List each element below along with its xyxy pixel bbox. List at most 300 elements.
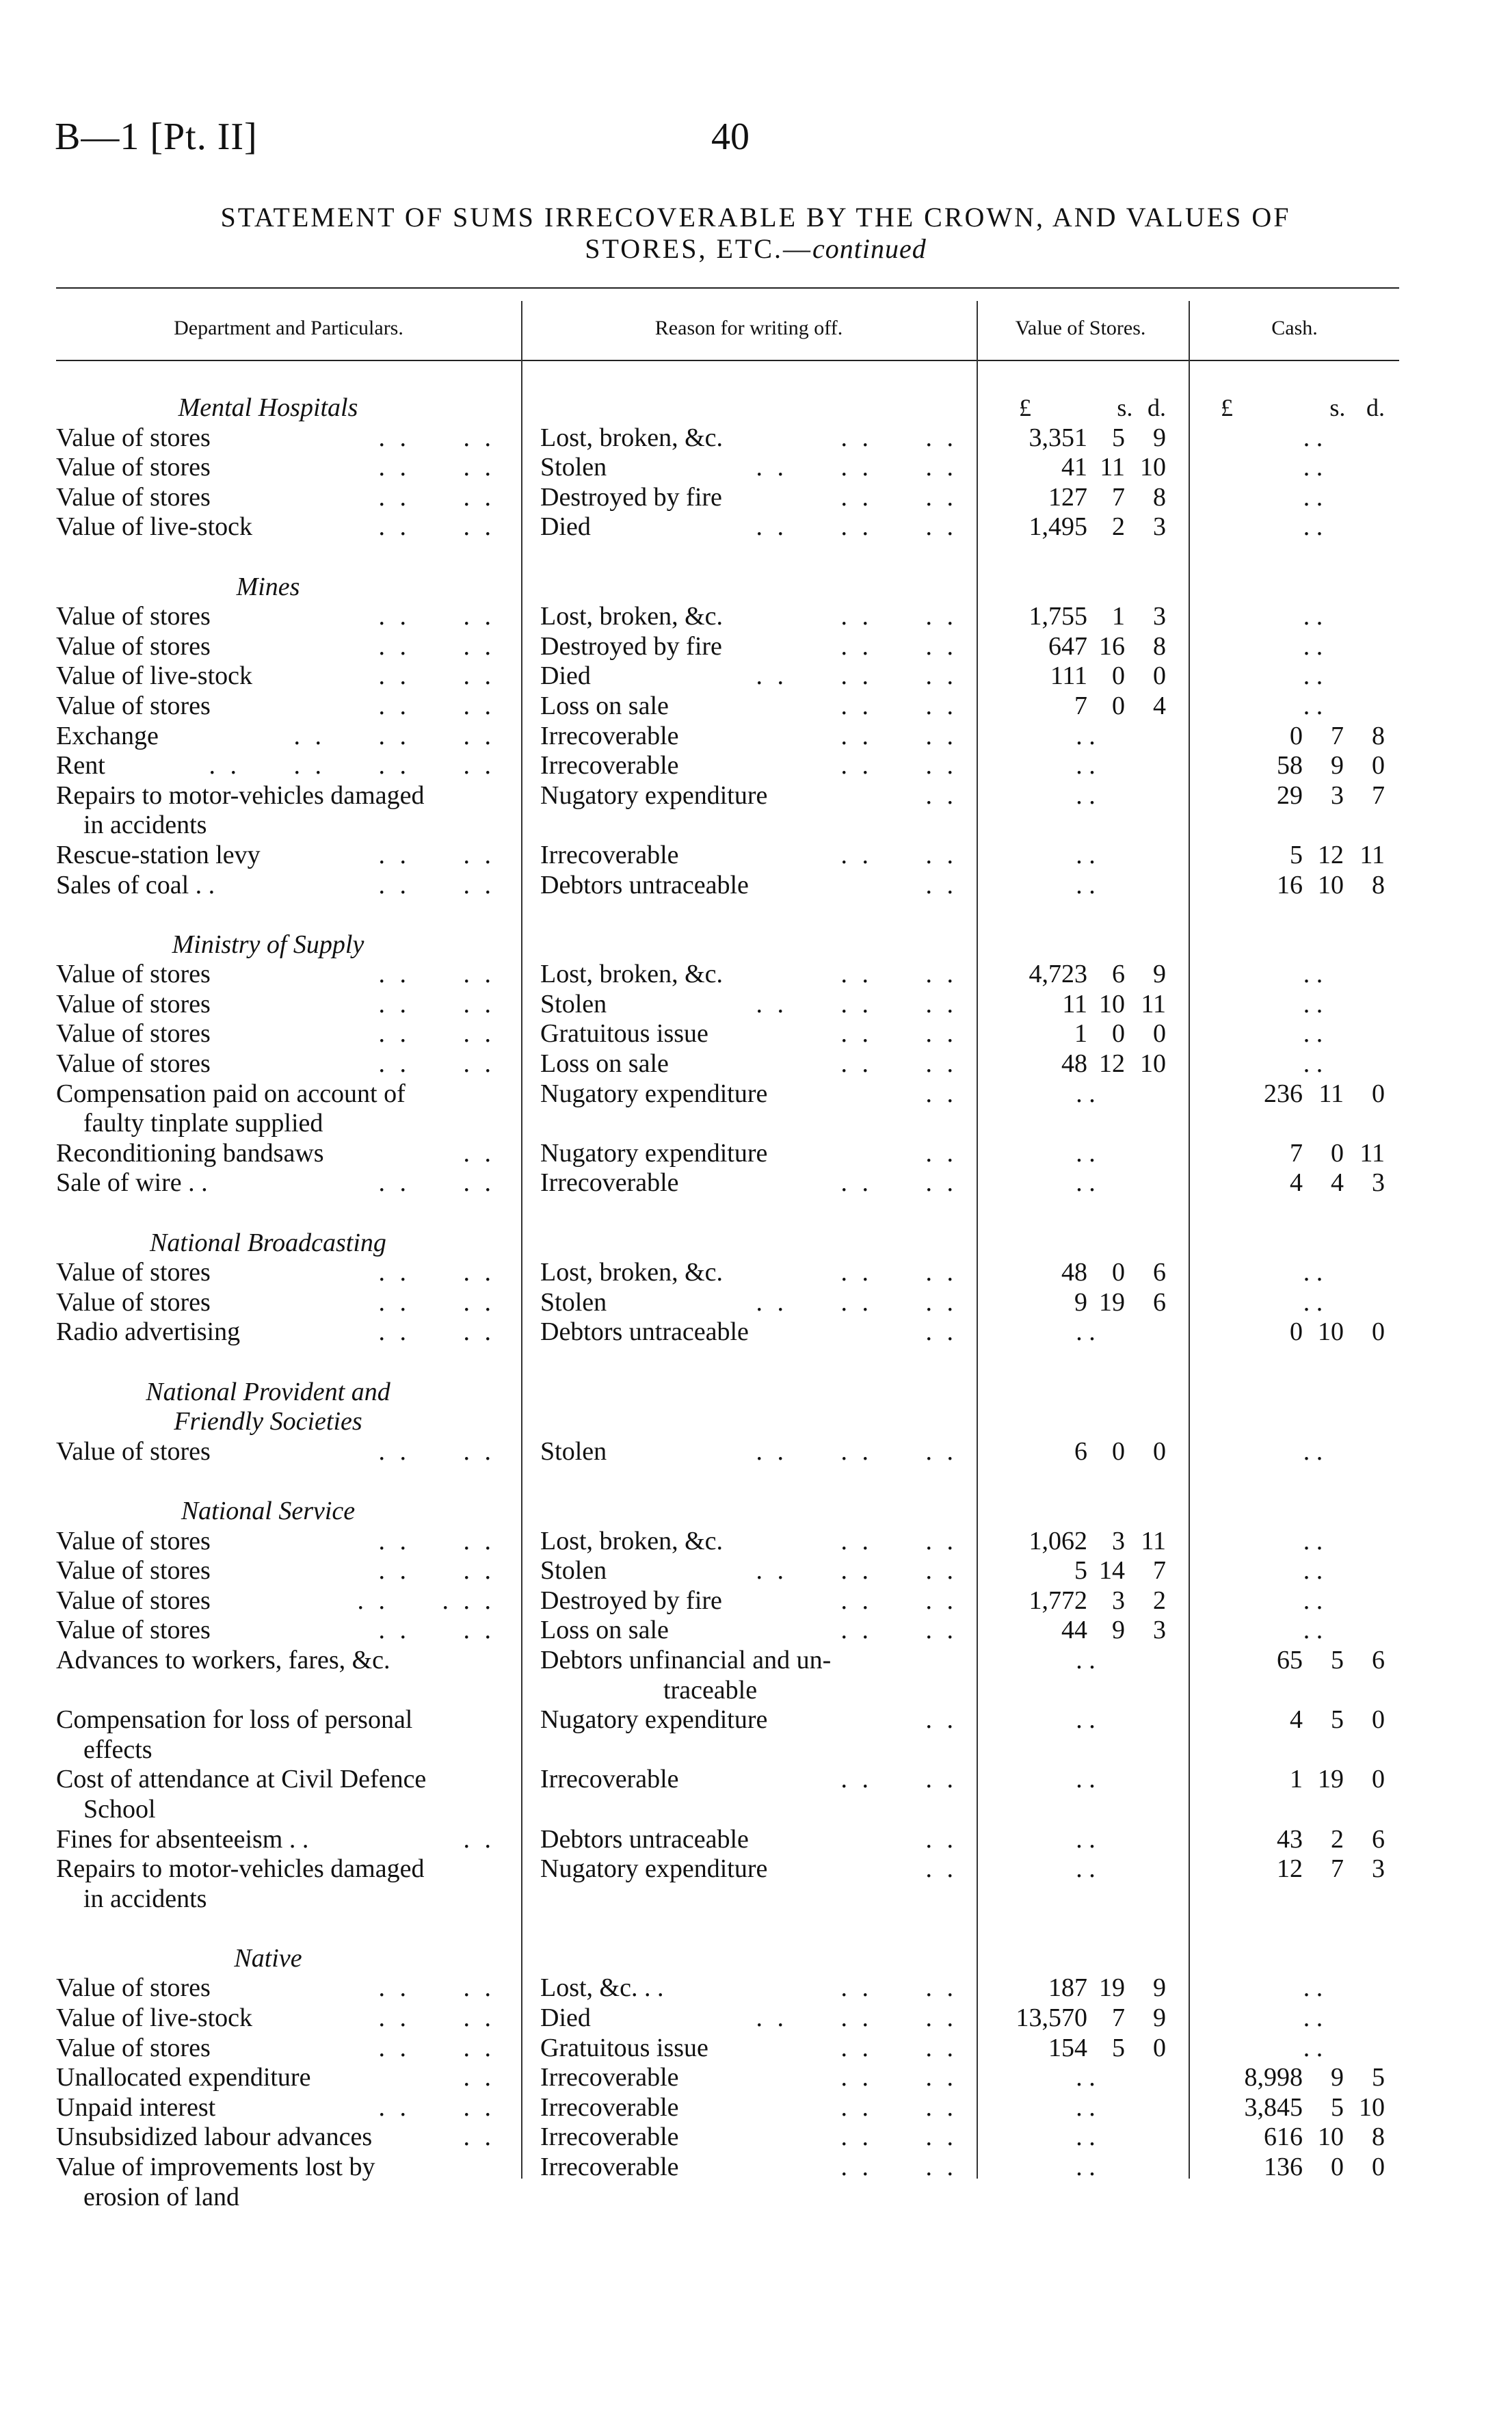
reason-cell [540, 1079, 971, 1109]
cash-cell [1200, 1258, 1398, 1288]
table-row [0, 990, 1512, 1020]
cash-cell [1200, 990, 1398, 1020]
section-row [0, 930, 1512, 960]
leader-dots: . . . . [840, 631, 957, 661]
particulars-text: Value of stores [56, 1556, 211, 1586]
particulars-text: Compensation paid on account of [56, 1079, 406, 1108]
particulars-cell [56, 2123, 507, 2153]
value-pence: 10 [1140, 453, 1166, 482]
cash-pounds: 5 [1290, 840, 1303, 869]
particulars-continued: faulty tinplate supplied [83, 1109, 323, 1138]
particulars-text: Value of stores [56, 602, 211, 631]
particulars-cell [56, 1556, 507, 1586]
table-row [0, 1168, 1512, 1198]
particulars-cell [56, 722, 507, 752]
value-of-stores-cell [978, 1139, 1180, 1169]
cash-pence: 3 [1372, 1854, 1385, 1884]
section-heading: National Broadcasting [150, 1228, 386, 1257]
leader-dots: . . . . . . [756, 661, 957, 691]
value-of-stores-cell [978, 423, 1180, 454]
section-heading: Ministry of Supply [172, 930, 364, 959]
value-pounds: 11 [1062, 989, 1087, 1019]
particulars-text: Compensation for loss of personal [56, 1705, 413, 1735]
value-of-stores-cell [978, 1079, 1180, 1109]
particulars-cell [56, 453, 507, 483]
continuation-row [0, 1795, 1512, 1825]
reason-cell [540, 1258, 971, 1288]
leader-dots: . . . . [840, 1168, 957, 1198]
value-of-stores-cell [978, 2123, 1180, 2153]
particulars-text: Value of stores [56, 1049, 211, 1079]
cash-pounds: 43 [1277, 1824, 1303, 1854]
value-pence: 9 [1153, 2003, 1166, 2033]
nil-marker: . . [1076, 721, 1096, 750]
reason-cell [540, 781, 971, 811]
value-pounds: 3,351 [1029, 423, 1087, 452]
value-pounds: 1,495 [1029, 512, 1087, 542]
leader-dots: . . . . [840, 423, 957, 452]
reason-cell [540, 661, 971, 692]
reason-cell [540, 990, 971, 1020]
cash-pence: 7 [1372, 780, 1385, 810]
cash-cell [1200, 661, 1398, 692]
reason-cell [540, 2034, 971, 2064]
section-heading: National Provident and [146, 1377, 390, 1406]
section-row [0, 1944, 1512, 1974]
particulars-cell [56, 990, 507, 1020]
value-shillings: 2 [1112, 512, 1125, 542]
cash-pounds: 616 [1264, 2123, 1303, 2152]
value-pounds: 48 [1061, 1049, 1087, 1079]
particulars-cell [56, 751, 507, 781]
nil-marker: . . [1303, 423, 1323, 452]
cash-cell [1200, 1973, 1398, 2003]
reason-text: Loss on sale [540, 1049, 669, 1079]
cash-pence: 10 [1359, 2092, 1385, 2122]
particulars-continued: School [83, 1794, 156, 1824]
table-row [0, 602, 1512, 632]
header-value: Value of Stores. [1015, 317, 1146, 339]
table-row [0, 453, 1512, 483]
particulars-text: Radio advertising [56, 1317, 241, 1347]
reason-text: Irrecoverable [540, 2153, 679, 2182]
value-pounds: 187 [1048, 1973, 1087, 2003]
reason-cell [540, 1556, 971, 1586]
reason-cell [540, 692, 971, 722]
reason-text: Nugatory expenditure [540, 1138, 768, 1168]
reason-text: Irrecoverable [540, 2123, 679, 2152]
table-row [0, 1139, 1512, 1169]
reason-text: Nugatory expenditure [540, 1079, 768, 1108]
cash-cell [1200, 423, 1398, 454]
leader-dots: . . . . [840, 1526, 957, 1555]
nil-marker: . . [1076, 751, 1096, 780]
value-of-stores-cell [978, 1317, 1180, 1348]
particulars-text: Value of stores [56, 1019, 211, 1049]
blank-row [0, 1914, 1512, 1944]
particulars-cell [56, 2063, 507, 2093]
running-head [0, 115, 1512, 163]
cash-cell [1200, 751, 1398, 781]
nil-marker: . . [1076, 1317, 1096, 1347]
cash-shillings: 10 [1318, 870, 1344, 899]
value-pounds: 1,772 [1029, 1586, 1087, 1615]
particulars-cell [56, 512, 507, 542]
leader-dots: . . . . [378, 691, 495, 720]
leader-dots: . . . . [378, 661, 495, 691]
particulars-text: Value of stores [56, 1287, 211, 1317]
leader-dots: . . . . [840, 2063, 957, 2092]
cash-shillings: 0 [1331, 1138, 1344, 1168]
cash-cell [1200, 2003, 1398, 2034]
particulars-text: Cost of attendance at Civil Defence [56, 1765, 427, 1794]
reason-text: Irrecoverable [540, 1765, 679, 1794]
cash-cell [1200, 483, 1398, 513]
cash-pounds: 3,845 [1244, 2092, 1303, 2122]
value-of-stores-cell [978, 1616, 1180, 1646]
nil-marker: . . [1303, 989, 1323, 1019]
value-pounds: 1,755 [1029, 602, 1087, 631]
cash-pence: 0 [1372, 751, 1385, 780]
value-pounds: 5 [1074, 1556, 1087, 1586]
reason-text: Irrecoverable [540, 721, 679, 750]
value-shillings: 16 [1099, 631, 1125, 661]
particulars-cell [56, 781, 507, 811]
particulars-text: Value of live-stock [56, 512, 253, 542]
table-row [0, 2093, 1512, 2123]
units-row [0, 393, 1512, 423]
table-row [0, 1586, 1512, 1616]
reason-text: Lost, &c. . . [540, 1973, 664, 2003]
cash-cell [1200, 1139, 1398, 1169]
leader-dots: . . . . [378, 1019, 495, 1049]
value-of-stores-cell [978, 1288, 1180, 1318]
particulars-text: Value of stores [56, 691, 211, 720]
reason-cell [540, 1616, 971, 1646]
section-heading: Mines [236, 572, 300, 601]
cash-pence: 0 [1372, 1079, 1385, 1108]
value-pence: 3 [1153, 1616, 1166, 1645]
reason-cell [540, 1288, 971, 1318]
nil-marker: . . [1076, 1079, 1096, 1108]
value-shillings: 19 [1099, 1973, 1125, 2003]
reason-cell [540, 722, 971, 752]
value-of-stores-cell [978, 781, 1180, 811]
leader-dots: . . [463, 2123, 495, 2152]
leader-dots: . . . . [378, 1258, 495, 1287]
leader-dots: . . [925, 1705, 957, 1735]
cash-cell [1200, 1765, 1398, 1795]
value-of-stores-cell [978, 1854, 1180, 1884]
nil-marker: . . [1076, 1854, 1096, 1884]
nil-marker: . . [1076, 780, 1096, 810]
value-shillings: 5 [1112, 2033, 1125, 2062]
reason-text: Destroyed by fire [540, 1586, 722, 1615]
leader-dots: . . . . [378, 602, 495, 631]
value-pence: 0 [1153, 1019, 1166, 1049]
cash-pence: 3 [1372, 1168, 1385, 1198]
particulars-cell [56, 960, 507, 990]
leader-dots: . . . . [840, 721, 957, 750]
nil-marker: . . [1303, 1436, 1323, 1466]
cash-cell [1200, 2034, 1398, 2064]
table-row [0, 2003, 1512, 2034]
particulars-text: Value of stores [56, 989, 211, 1019]
cash-shillings: 5 [1331, 1645, 1344, 1674]
reason-text: Destroyed by fire [540, 631, 722, 661]
nil-marker: . . [1303, 1049, 1323, 1079]
cash-cell [1200, 781, 1398, 811]
particulars-text: Value of stores [56, 1258, 211, 1287]
leader-dots: . . . . [378, 1526, 495, 1555]
particulars-continued: erosion of land [83, 2182, 239, 2211]
table-row [0, 512, 1512, 542]
value-of-stores-cell [978, 483, 1180, 513]
table-row [0, 2123, 1512, 2153]
nil-marker: . . [1076, 2063, 1096, 2092]
cash-shillings: 7 [1331, 721, 1344, 750]
table-row [0, 1288, 1512, 1318]
cash-pence: 0 [1372, 1705, 1385, 1735]
continuation-row [0, 811, 1512, 841]
value-pence: 11 [1141, 989, 1166, 1019]
statement-title [55, 202, 1457, 265]
reason-text: Debtors unfinancial and un- [540, 1645, 832, 1674]
value-shillings: 12 [1099, 1049, 1125, 1079]
value-shillings: 6 [1112, 960, 1125, 989]
table-row [0, 841, 1512, 871]
particulars-cell [56, 1437, 507, 1467]
cash-pence: 11 [1360, 840, 1385, 869]
reason-text: Lost, broken, &c. [540, 1526, 724, 1555]
value-shillings: 3 [1112, 1526, 1125, 1555]
value-pounds: 44 [1061, 1616, 1087, 1645]
cash-cell [1200, 2093, 1398, 2123]
particulars-text: Advances to workers, fares, &c. [56, 1645, 390, 1674]
cash-cell [1200, 1317, 1398, 1348]
value-pence: 8 [1153, 631, 1166, 661]
section-row [0, 1378, 1512, 1408]
particulars-cell [56, 483, 507, 513]
value-pounds: 4,723 [1029, 960, 1087, 989]
reason-text: Irrecoverable [540, 751, 679, 780]
value-pound-unit: £ [1019, 394, 1031, 421]
cash-cell [1200, 2123, 1398, 2153]
leader-dots: . . [925, 1079, 957, 1108]
table-row [0, 1646, 1512, 1676]
blank-row [0, 1348, 1512, 1378]
value-pounds: 7 [1074, 691, 1087, 720]
leader-dots: . . . . [840, 1019, 957, 1049]
particulars-cell [56, 1079, 507, 1109]
section-row [0, 573, 1512, 603]
blank-row [0, 1467, 1512, 1497]
particulars-text: Value of live-stock [56, 661, 253, 691]
cash-pounds: 0 [1290, 721, 1303, 750]
value-shillings: 0 [1112, 691, 1125, 720]
table-row [0, 751, 1512, 781]
title-line-2 [55, 233, 1457, 265]
cash-shillings: 11 [1318, 1079, 1344, 1108]
value-pounds: 13,570 [1016, 2003, 1087, 2033]
value-of-stores-cell [978, 2003, 1180, 2034]
leader-dots: . . [463, 1138, 495, 1168]
nil-marker: . . [1303, 1973, 1323, 2003]
cash-pounds: 236 [1264, 1079, 1303, 1108]
particulars-cell [56, 2153, 507, 2183]
table-row [0, 2063, 1512, 2093]
leader-dots: . . . . [378, 1436, 495, 1466]
cash-pounds: 7 [1290, 1138, 1303, 1168]
nil-marker: . . [1303, 960, 1323, 989]
table-row [0, 1973, 1512, 2003]
header-particulars: Department and Particulars. [174, 317, 403, 339]
nil-marker: . . [1303, 1556, 1323, 1586]
cash-shillings: 5 [1331, 2092, 1344, 2122]
leader-dots: . . . . . . . . [209, 751, 495, 780]
reason-text: Died [540, 512, 591, 542]
value-pence: 3 [1153, 512, 1166, 542]
leader-dots: . . . . . . [293, 721, 495, 750]
value-pence: 6 [1153, 1258, 1166, 1287]
cash-cell [1200, 1854, 1398, 1884]
value-shillings-unit: s. [1117, 394, 1133, 421]
reason-cell [540, 1765, 971, 1795]
table-row [0, 1825, 1512, 1855]
title-line-1: STATEMENT OF SUMS IRRECOVERABLE BY THE CROWN, AND VALUES OF [220, 202, 1291, 233]
value-shillings: 19 [1099, 1287, 1125, 1317]
leader-dots: . . . . [378, 1287, 495, 1317]
cash-pence: 0 [1372, 1765, 1385, 1794]
leader-dots: . . . . . [357, 1586, 495, 1615]
cash-pound-unit: £ [1221, 394, 1234, 421]
leader-dots: . . . . [378, 631, 495, 661]
value-of-stores-cell [978, 2093, 1180, 2123]
value-of-stores-cell [978, 453, 1180, 483]
cash-pence: 8 [1372, 870, 1385, 899]
value-of-stores-cell [978, 1973, 1180, 2003]
leader-dots: . . . . [378, 1049, 495, 1079]
reason-text: Gratuitous issue [540, 2033, 708, 2062]
reason-text: Nugatory expenditure [540, 1705, 768, 1735]
cash-pence: 5 [1372, 2063, 1385, 2092]
reason-cell [540, 841, 971, 871]
cash-cell [1200, 632, 1398, 662]
cash-shillings-unit: s. [1329, 394, 1346, 421]
cash-shillings: 9 [1331, 751, 1344, 780]
reason-text: Stolen [540, 1556, 607, 1586]
nil-marker: . . [1303, 1019, 1323, 1049]
cash-pounds: 8,998 [1244, 2063, 1303, 2092]
cash-cell [1200, 1646, 1398, 1676]
leader-dots: . . . . [840, 751, 957, 780]
title-continued: continued [812, 233, 927, 264]
leader-dots: . . . . [378, 1317, 495, 1347]
nil-marker: . . [1303, 1258, 1323, 1287]
particulars-cell [56, 2034, 507, 2064]
particulars-text: Value of stores [56, 1526, 211, 1555]
title-line-2-main: STORES, ETC.— [585, 233, 812, 264]
reason-cell [540, 2063, 971, 2093]
value-pence: 8 [1153, 482, 1166, 512]
leader-dots: . . . . [378, 423, 495, 452]
value-of-stores-cell [978, 1825, 1180, 1855]
particulars-cell [56, 1019, 507, 1049]
value-shillings: 0 [1112, 1019, 1125, 1049]
cash-cell [1200, 2153, 1398, 2183]
particulars-cell [56, 1825, 507, 1855]
table-row [0, 483, 1512, 513]
blank-row [0, 542, 1512, 573]
reason-text: Irrecoverable [540, 1168, 679, 1198]
particulars-text: Repairs to motor-vehicles damaged [56, 1854, 425, 1884]
reason-cell [540, 483, 971, 513]
particulars-text: Exchange [56, 721, 159, 750]
value-of-stores-cell [978, 1556, 1180, 1586]
reason-cell [540, 1049, 971, 1079]
reason-text: Lost, broken, &c. [540, 423, 724, 452]
nil-marker: . . [1303, 1616, 1323, 1645]
value-shillings: 1 [1112, 602, 1125, 631]
leader-dots: . . . . [840, 2153, 957, 2182]
cash-cell [1200, 602, 1398, 632]
section-heading: Friendly Societies [174, 1407, 362, 1436]
nil-marker: . . [1076, 2123, 1096, 2152]
particulars-cell [56, 1317, 507, 1348]
leader-dots: . . . . [840, 1258, 957, 1287]
reason-text: Gratuitous issue [540, 1019, 708, 1049]
particulars-text: Value of stores [56, 1586, 211, 1615]
table-row [0, 1765, 1512, 1795]
cash-cell [1200, 722, 1398, 752]
particulars-cell [56, 1586, 507, 1616]
reason-cell [540, 602, 971, 632]
cash-cell [1200, 1079, 1398, 1109]
value-of-stores-cell [978, 960, 1180, 990]
value-pence: 9 [1153, 960, 1166, 989]
value-of-stores-cell [978, 2153, 1180, 2183]
value-of-stores-cell [978, 1168, 1180, 1198]
particulars-text: Sales of coal . . [56, 870, 215, 899]
particulars-cell [56, 1049, 507, 1079]
reason-text: Loss on sale [540, 691, 669, 720]
table-row [0, 2034, 1512, 2064]
nil-marker: . . [1076, 1168, 1096, 1198]
cash-units [1200, 393, 1398, 423]
nil-marker: . . [1303, 512, 1323, 542]
nil-marker: . . [1303, 1526, 1323, 1555]
nil-marker: . . [1303, 1586, 1323, 1615]
value-shillings: 5 [1112, 423, 1125, 452]
particulars-cell [56, 632, 507, 662]
reason-text: Nugatory expenditure [540, 780, 768, 810]
value-pounds: 154 [1048, 2033, 1087, 2062]
nil-marker: . . [1076, 1645, 1096, 1674]
reason-cell [540, 1586, 971, 1616]
value-of-stores-cell [978, 1765, 1180, 1795]
section-row [0, 1407, 1512, 1437]
nil-marker: . . [1303, 631, 1323, 661]
statement-table [0, 393, 1512, 2212]
cash-cell [1200, 1616, 1398, 1646]
reason-text: Nugatory expenditure [540, 1854, 768, 1884]
particulars-text: Value of stores [56, 2033, 211, 2062]
table-row [0, 722, 1512, 752]
value-shillings: 7 [1112, 482, 1125, 512]
cash-cell [1200, 1527, 1398, 1557]
particulars-text: Value of stores [56, 482, 211, 512]
particulars-cell [56, 1139, 507, 1169]
